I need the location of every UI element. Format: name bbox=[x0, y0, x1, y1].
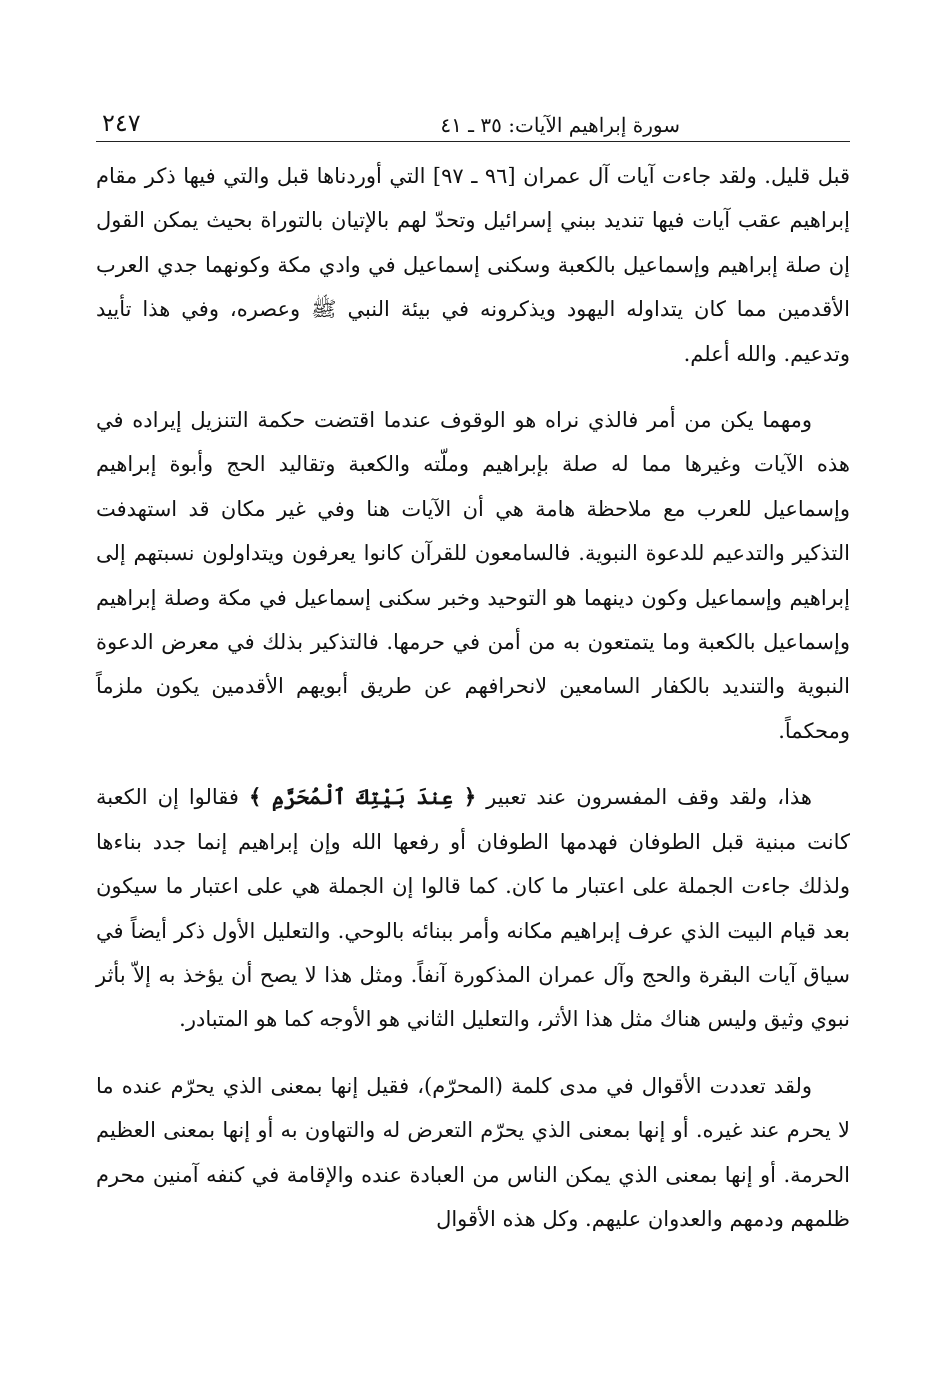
page-body bbox=[96, 154, 850, 1241]
book-page bbox=[96, 100, 850, 1241]
paragraph-3-text-before: هذا، ولقد وقف المفسرون عند تعبير bbox=[476, 785, 813, 810]
surah-title: سورة إبراهيم الآيات: ٣٥ ـ ٤١ bbox=[440, 113, 680, 137]
quran-citation: ﴿ عِندَ بَيْتِكَ ٱلْمُحَرَّمِ ﴾ bbox=[248, 784, 477, 810]
paragraph-2: ومهما يكن من أمر فالذي نراه هو الوقوف عندما اقتضت حكمة التنزيل إيراده في هذه الآيات وغيرها مما له صلة بإبراهيم وملّته والكعبة وتقاليد الحج وأبوة إبراهيم وإسماعيل للعرب مع ملاحظة هامة هي أن الآيات هنا وفي غير مكان قد استهدفت التذكير والتدعيم للدعوة النبوية. فالسامعون للقرآن كانوا يعرفون ويتداولون نسبتهم إلى إبراهيم وإسماعيل وكون دينهما هو التوحيد وخبر سكنى إسماعيل في مكة وصلة إبراهيم وإسماعيل بالكعبة وما يتمتعون به من أمن في حرمها. فالتذكير بذلك في معرض الدعوة النبوية والتنديد بالكفار السامعين لانحرافهم عن طريق أبويهم الأقدمين يكون ملزماً ومحكماً. bbox=[96, 408, 850, 743]
page-header bbox=[96, 100, 850, 142]
paragraph-1: قبل قليل. ولقد جاءت آيات آل عمران [٩٦ ـ ٩٧] التي أوردناها قبل والتي فيها ذكر مقام إبراهيم عقب آيات فيها تنديد ببني إسرائيل وتحدّ لهم بالإتيان بالتوراة بحيث يمكن القول إن صلة إبراهيم وإسماعيل بالكعبة وسكنى إسماعيل في وادي مكة وكونهما جدي العرب الأقدمين مما كان يتداوله اليهود ويذكرونه في بيئة النبي ﷺ وعصره، وفي هذا تأييد وتدعيم. والله أعلم. bbox=[96, 164, 850, 366]
paragraph-3 bbox=[96, 775, 850, 1041]
paragraph-3-text-after: فقالوا إن الكعبة كانت مبنية قبل الطوفان فهدمها الطوفان أو رفعها الله وإن إبراهيم إنما جدد بناءها ولذلك جاءت الجملة على اعتبار ما كان. كما قالوا إن الجملة هي على اعتبار ما سيكون بعد قيام البيت الذي عرف إبراهيم مكانه وأمر ببنائه بالوحي. والتعليل الأول ذكر أيضاً في سياق آيات البقرة والحج وآل عمران المذكورة آنفاً. ومثل هذا لا يصح أن يؤخذ به إلاّ بأثر نبوي وثيق وليس هناك مثل هذا الأثر، والتعليل الثاني هو الأوجه كما هو المتبادر. bbox=[96, 785, 850, 1032]
paragraph-4: ولقد تعددت الأقوال في مدى كلمة (المحرّم)، فقيل إنها بمعنى الذي يحرّم عنده ما لا يحرم عند غيره. أو إنها بمعنى الذي يحرّم التعرض له والتهاون به أو إنها بمعنى العظيم الحرمة. أو إنها بمعنى الذي يمكن الناس من العبادة عنده والإقامة في كنفه آمنين محرم ظلمهم ودمهم والعدوان عليهم. وكل هذه الأقوال bbox=[96, 1073, 850, 1231]
page-number: ٢٤٧ bbox=[102, 109, 141, 137]
